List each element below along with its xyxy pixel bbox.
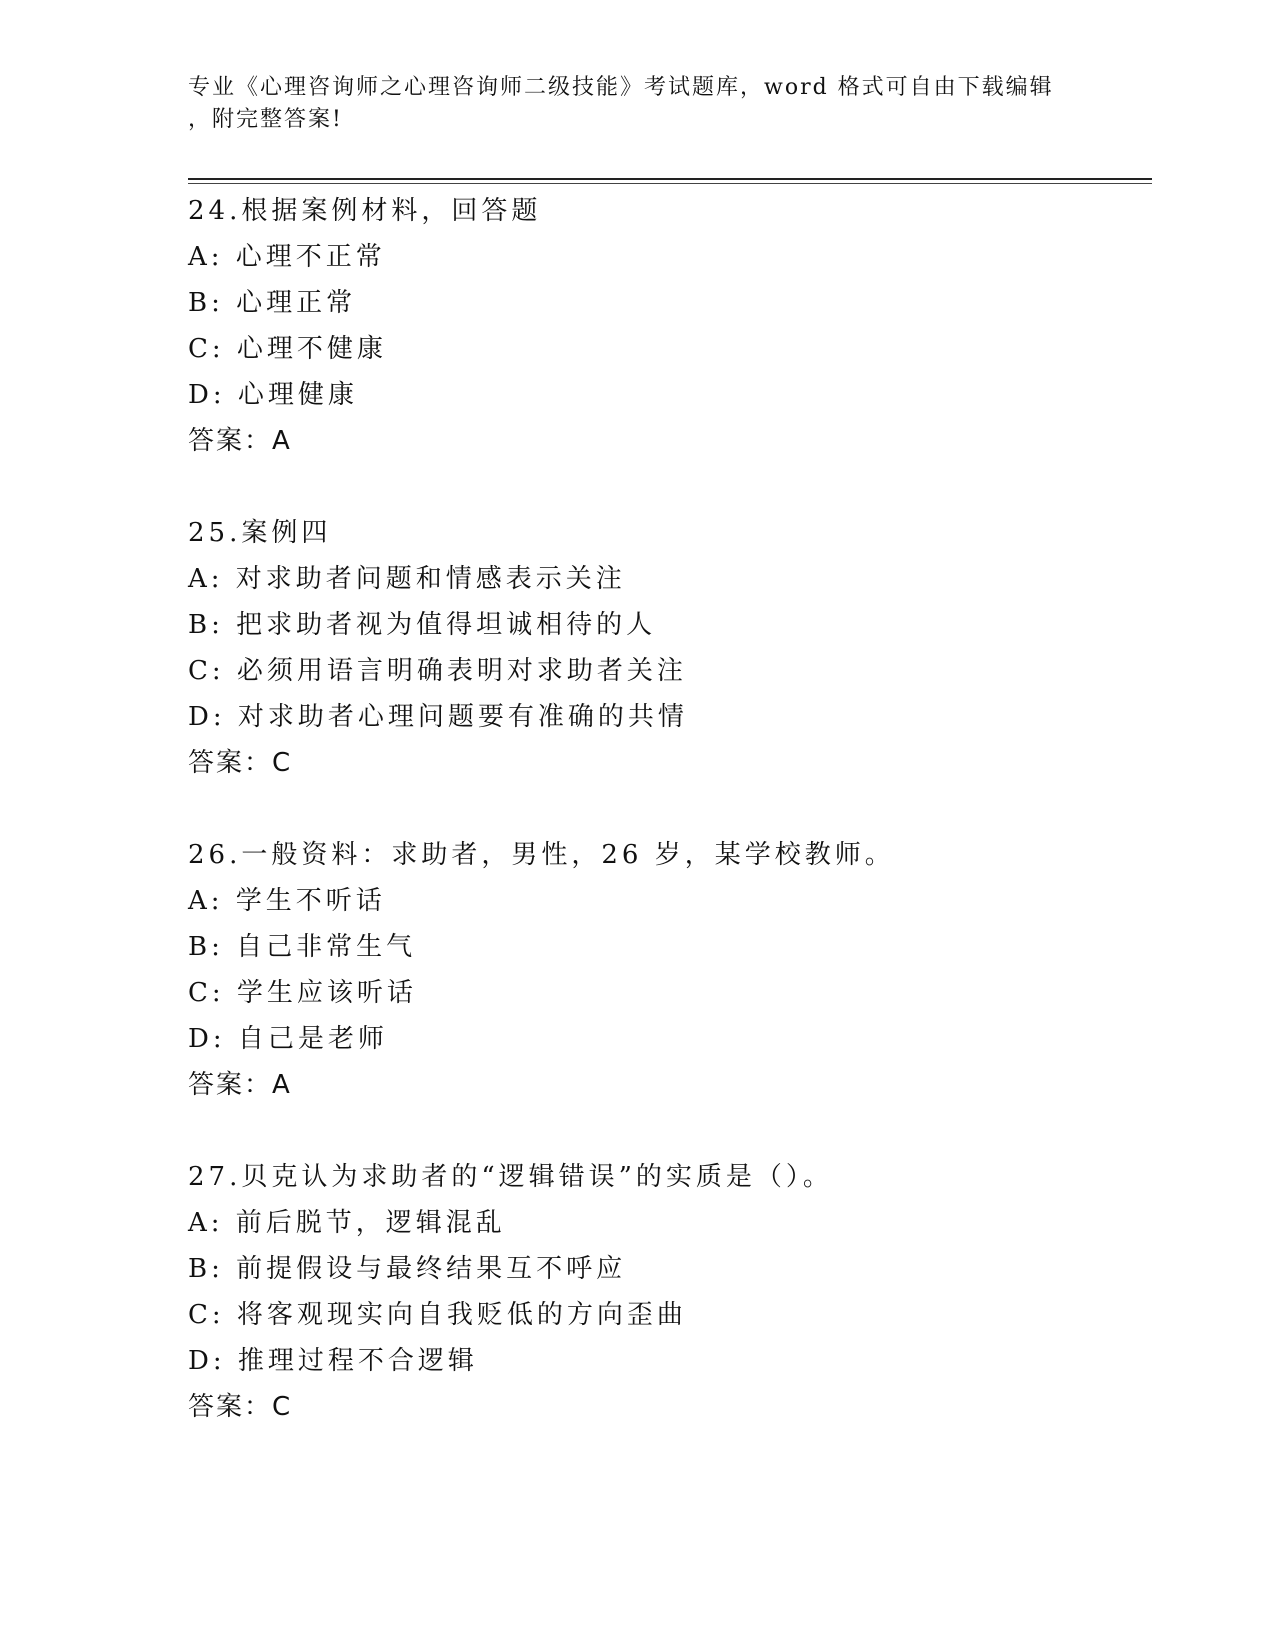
option-a: A: 心理不正常 [188,242,386,272]
option-b: B: 把求助者视为值得坦诚相待的人 [188,610,657,640]
question-27 [188,1154,1148,1430]
option-c: C: 心理不健康 [188,334,387,364]
option-b: B: 前提假设与最终结果互不呼应 [188,1254,627,1284]
question-24 [188,188,1148,464]
option-d: D: 推理过程不合逻辑 [188,1346,478,1376]
option-b: B: 心理正常 [188,288,357,318]
question-list [188,188,1148,1476]
header-divider-thick [188,178,1152,180]
option-b: B: 自己非常生气 [188,932,417,962]
option-c: C: 学生应该听话 [188,978,417,1008]
option-d: D: 心理健康 [188,380,358,410]
option-c: C: 必须用语言明确表明对求助者关注 [188,656,687,686]
option-a: A: 对求助者问题和情感表示关注 [188,564,626,594]
answer-line: 答案：C [188,1392,293,1422]
question-stem: 25.案例四 [188,518,332,548]
option-d: D: 自己是老师 [188,1024,388,1054]
option-a: A: 前后脱节，逻辑混乱 [188,1208,506,1238]
header-line-1: 专业《心理咨询师之心理咨询师二级技能》考试题库，word 格式可自由下载编辑 [188,75,1054,100]
question-stem: 24.根据案例材料，回答题 [188,196,542,226]
answer-line: 答案：A [188,426,292,456]
question-stem: 27.贝克认为求助者的“逻辑错误”的实质是（）。 [188,1162,833,1192]
option-c: C: 将客观现实向自我贬低的方向歪曲 [188,1300,687,1330]
question-26 [188,832,1148,1108]
option-a: A: 学生不听话 [188,886,386,916]
header-divider-thin [188,183,1152,184]
header-line-2: ，附完整答案! [188,107,343,132]
option-d: D: 对求助者心理问题要有准确的共情 [188,702,688,732]
document-header [188,72,1088,136]
question-25 [188,510,1148,786]
answer-line: 答案：C [188,748,293,778]
question-stem: 26.一般资料：求助者，男性，26 岁，某学校教师。 [188,840,895,870]
answer-line: 答案：A [188,1070,292,1100]
